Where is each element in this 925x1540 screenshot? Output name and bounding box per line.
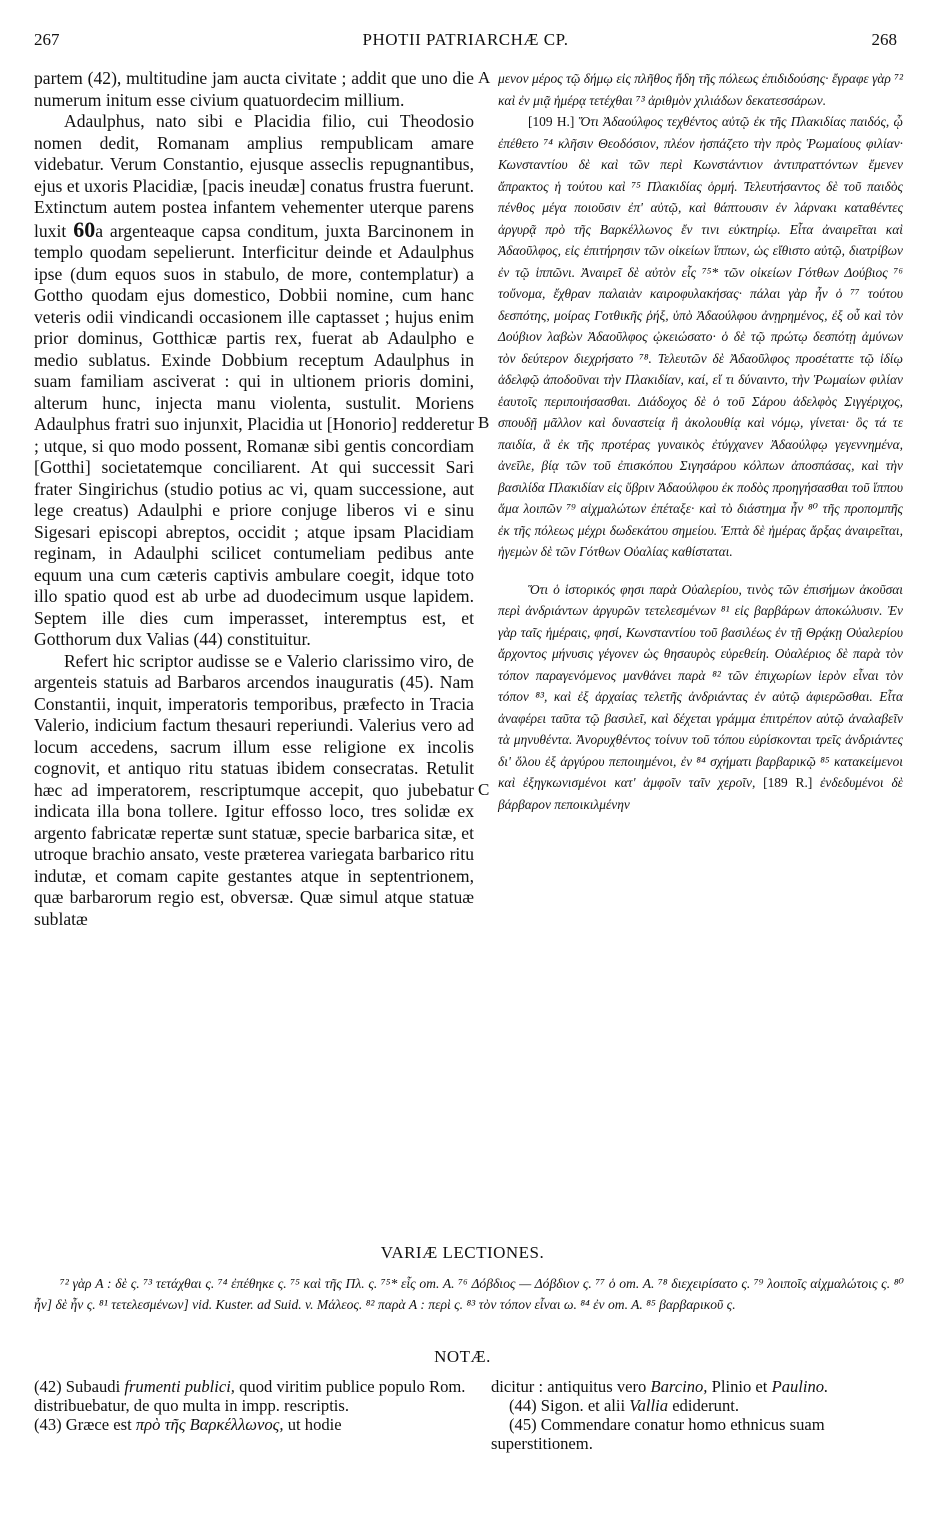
running-title: PHOTII PATRIARCHÆ CP. [362,30,569,49]
variae-lectiones-text: ⁷² γὰρ A : δὲ ς. ⁷³ τετάχθαι ς. ⁷⁴ ἐπέθηκε ς. ⁷⁵ καὶ τῆς Πλ. ς. ⁷⁵* εἷς om. A. ⁷⁶ Δόβδιος — Δόβδιον ς. ⁷⁷ ὁ om. A. ⁷⁸ διεχειρίσατο ς. ⁷⁹ λοιποῖς αἰχμαλώτοις ς. ⁸⁰ ἦν] δὲ ἦν ς. ⁸¹ τετελεσμένων] vid. Kuster. ad Suid. v. Μάλεος. ⁸² παρὰ A : περὶ ς. ⁸³ τὸν τόπον εἶναι ω. ⁸⁴ ἐν om. A. ⁸⁵ βαρβαρικοῦ ς. [34,1276,904,1312]
note-43-barcino: Barcino, [650,1377,708,1396]
page-number-left: 267 [34,30,60,49]
note-42-emphasis: frumenti publici, [124,1377,235,1396]
note-44-text: ediderunt. [672,1396,740,1415]
margin-letter-c: C [478,780,490,799]
note-43-continued [491,1377,911,1396]
note-43-paulino: Paulino. [771,1377,829,1396]
running-header [34,30,897,54]
notae-title: NOTÆ. [434,1347,491,1366]
note-45: (45) Commendare conatur homo ethnicus suam superstitionem. [491,1415,825,1453]
latin-paragraph-3: Refert hic scriptor audisse se e Valerio clarissimo viro, de argenteis statuis ad Barbaros arcendos inauguratis (45). Nam Constantii, inquit, imperatoris temporibus, præfecto in Tracia Valerio, indicium factum thesauri reperiundi. Valerius vero ad locum accedens, sacrum illum esse religione ex incolis cognovit, et antiquo ritu statuas ibidem consecratas. Retulit hæc ad imperatorem, rescriptumque accepit, quo jubebatur indicata illa bona tollere. Igitur effosso loco, tres solidæ ex argento fabricatæ repertæ sunt statuæ, specie barbarica sitæ, et utroque brachio ansato, veste præterea variegata barbarico ritu indutæ, et comam capite gestantes atque in septentrionem, quæ barbarorum regio est, obversæ. Quæ simul atque statuæ sublatæ [34,650,474,929]
note-43-text: ut hodie [287,1415,342,1434]
greek-paragraph-3 [498,579,903,816]
greek-ref-189r: [189 R.] [763,775,813,790]
greek-column [498,68,903,815]
greek-paragraph-2 [498,111,903,563]
greek-paragraph-2-text: Ὅτι Ἀδαούλφος τεχθέντος αὐτῷ ἐκ τῆς Πλακιδίας παιδός, ᾧ ἐπέθετο ⁷⁴ κλῆσιν Θεοδόσιον, πλέον ἠσπάζετο τὴν πρὸς Ῥωμαίους φιλίαν· Κωνσταντίου δὲ καὶ τῶν περὶ Κωνστάντιον ἀντιπραττόντων ἔμενεν ἄπρακτος ἡ τούτου καὶ ⁷⁵ Πλακιδίας ὁρμή. Τελευτήσαντος δὲ τοῦ παιδὸς πένθος μέγα ποιοῦσιν ἐπ' αὐτῷ, καὶ θάπτουσιν ἐν λάρνακι καταθέντες ἀργυρᾷ πρὸ τῆς Βαρκέλλωνος ἔν τινι εὐκτηρίῳ. Εἶτα ἀναιρεῖται καὶ Ἀδαοῦλφος, εἰς ἐπιτήρησιν τῶν οἰκείων ἵππων, ὡς εἴθιστο αὐτῷ, διατρίβων ἐν τῷ ἱππῶνι. Ἀναιρεῖ δὲ αὐτὸν εἷς ⁷⁵* τῶν οἰκείων Γότθων Δούβιος ⁷⁶ τοὔνομα, ἔχθραν παλαιὰν καιροφυλακήσας· πάλαι γὰρ ἦν ὁ ⁷⁷ τούτου δεσπότης, μοίρας Γοτθικῆς ῥήξ, ὑπὸ Ἀδαούλφου ἀνῃρημένος, ἐξ οὗ καὶ τὸν Δούβιον λαβὼν Ἀδαοῦλφος ᾠκειώσατο· ὁ δὲ τῷ πρώτῳ δεσπότῃ ἀμύνων τὸν δεύτερον διεχρήσατο ⁷⁸. Τελευτῶν δὲ Ἀδαοῦλφος προσέταττε τῷ ἰδίῳ ἀδελφῷ ἀποδοῦναι τὴν Πλακιδίαν, καί, εἴ τι δύναιντο, τὴν Ῥωμαίων φιλίαν ἑαυτοῖς περιποιήσασθαι. Διάδοχος δὲ ὁ τοῦ Σάρου ἀδελφὸς Σιγγέριχος, σπουδῇ μᾶλλον καὶ δυναστείᾳ ἢ ἀκολουθίᾳ καὶ νόμῳ, γίνεται· ὃς τά τε παιδία, ἃ ἐκ τῆς προτέρας γυναικὸς ἐτύγχανεν Ἀδαούλφῳ γεγεννημένα, ἀνεῖλε, βίᾳ τῶν τοῦ ἐπισκόπου Σιγησάρου κόλπων ἀποσπάσας, καὶ τὴν βασιλίδα Πλακιδίαν εἰς ὕβριν Ἀδαούλφου ἐκ ποδὸς προηγήσασθαι τοῦ ἵππου ἅμα λοιπῶν ⁷⁹ αἰχμαλώτων ἐπέταξε· καὶ τὸ διάστημα ἦν ⁸⁰ τῆς προπομπῆς ἐκ τῆς πόλεως μέχρι δωδεκάτου σημείου. Ἑπτὰ δὲ ἡμέρας ἄρξας ἀναιρεῖται, ἡγεμὼν δὲ τῶν Γότθων Οὐαλίας καθίσταται. [498,114,903,559]
margin-letter-b: B [478,413,490,432]
latin-paragraph-2-start: Adaulphus, nato sibi e Placidia filio, cui Theodosio nomen dedit, Romanam amplius rempublicam amare videbatur. Verum Constantio, ejusque asseclis repugnantibus, ejus et uxoris Placidiæ, [pacis ineudæ] conatus frustra fuerunt. Extinctum autem postea infantem vehementer uterque parens luxit [34,111,474,241]
latin-paragraph-1: partem (42), multitudine jam aucta civitate ; addit que uno die numerum initum esse civium quatuordecim millium. [34,68,474,110]
note-42-text: quod viritim publice populo Rom. distribuebatur, de quo multa in impp. rescriptis. [34,1377,466,1415]
greek-paragraph-1: μενον μέρος τῷ δήμῳ εἰς πλῆθος ἤδη τῆς πόλεως ἐπιδιδούσης· ἔγραφε γὰρ ⁷² καὶ ἐν μιᾷ ἡμέρᾳ τετέχθαι ⁷³ ἀριθμὸν χιλιάδων δεκατεσσάρων. [498,71,903,108]
note-42 [34,1377,470,1415]
note-44-emphasis: Vallia [629,1396,669,1415]
greek-ref-109h: [109 H.] [528,114,575,129]
page-number-right: 268 [871,30,897,49]
note-43 [34,1415,470,1434]
latin-column [34,68,474,930]
note-44 [491,1396,911,1415]
latin-paragraph-2 [34,111,474,651]
note-43-lead: (43) Græce est [34,1415,132,1434]
latin-paragraph-2-rest: a argenteaque capsa conditum, juxta Barcinonem in templo quodam sepelierunt. Interficitur deinde et Adaulphus ipse (dum equos suos in stabulo, de more, contemplatur) a Gottho quodam ejus domestico, Dobbii nomine, cum hanc veteris odii vindicandi occasionem ille captasset ; hujus enim prior dominus, Gotthicæ partis rex, fuerat ab Adaulpho e medio sublatus. Exinde Dobbium receptum Adaulphus in suam familiam asciverat : qui in ultionem prioris domini, alterum hunc, injecta manu violenta, sustulit. Moriens Adaulphus fratri suo injunxit, Placidia ut [Honorio] redderetur ; utque, si quo modo possent, Romanæ sibi gentis concordiam [Gotthi] societatemque conciliarent. At qui successit Sari frater Singirichus (studio potius ac vi, quam successione, aut lege creatus) Adaulphi e priore conjuge liberos vi e sinu Sigesari episcopi abreptos, occidit ; atque ipsam Placidiam reginam, in Adaulphi scilicet contumeliam pedibus ante equum una cum cæteris captivis ambulare coegit, idque toto illo spatio quod est ab urbe ad duodecimum usque lapidem. Septem ille dies cum imperasset, interemptus est, et Gotthorum dux Valias (44) constituitur. [34,220,474,649]
notes-left-column [34,1377,470,1434]
note-43-cont-lead: dicitur : antiquitus vero [491,1377,647,1396]
greek-paragraph-3-end: ἐνδεδυμένοι δὲ βάρβαρον πεποικιλμένην [498,775,903,812]
greek-paragraph-3-text: Ὅτι ὁ ἱστορικός φησι παρὰ Οὐαλερίου, τινὸς τῶν ἐπισήμων ἀκοῦσαι περὶ ἀνδριάντων ἀργυρῶν τετελεσμένων ⁸¹ εἰς βαρβάρων ἀποκώλυσιν. Ἐν γὰρ ταῖς ἡμέραις, φησί, Κωνσταντίου τοῦ βασιλέως ἐν τῇ Θρᾴκῃ Οὐαλερίου ἄρχοντος μήνυσις γέγονεν ὡς θησαυρὸς εὑρεθείη. Οὐαλέριος δὲ παρὰ τὸν τόπον παραγενόμενος μανθάνει παρὰ ⁸² τῶν ἐπιχωρίων ἱερὸν εἶναι τὸν τόπον ⁸³, καὶ ἐξ ἀρχαίας τελετῆς ἀνδριάντας ἐν αὐτῷ ἀφιερῶσθαι. Εἶτα ἀναφέρει ταῦτα τῷ βασιλεῖ, καὶ δέχεται γράμμα ἐπιτρέπον αὐτῷ ἀναλαβεῖν τὰ μηνυθέντα. Ἀνορυχθέντος τοίνυν τοῦ τόπου εὑρίσκονται τρεῖς ἀνδριάντες δι' ὅλου ἐξ ἀργύρου πεποιημένοι, ἐν ⁸⁴ σχήματι βαρβαρικῷ ⁸⁵ κατακείμενοι καὶ ἐξηγκωνισμένοι κατ' ἀμφοῖν ταῖν χεροῖν, [498,581,903,790]
note-43-greek: πρὸ τῆς Βαρκέλλωνος, [135,1415,284,1434]
margin-letter-a: A [478,68,491,87]
note-44-lead: (44) Sigon. et alii [509,1396,626,1415]
note-42-lead: (42) Subaudi [34,1377,121,1396]
note-43-cont-text: Plinio et [711,1377,768,1396]
variae-lectiones-title: VARIÆ LECTIONES. [380,1243,545,1262]
notes-right-column [491,1377,911,1453]
column-number-mark: 60 [73,216,96,242]
